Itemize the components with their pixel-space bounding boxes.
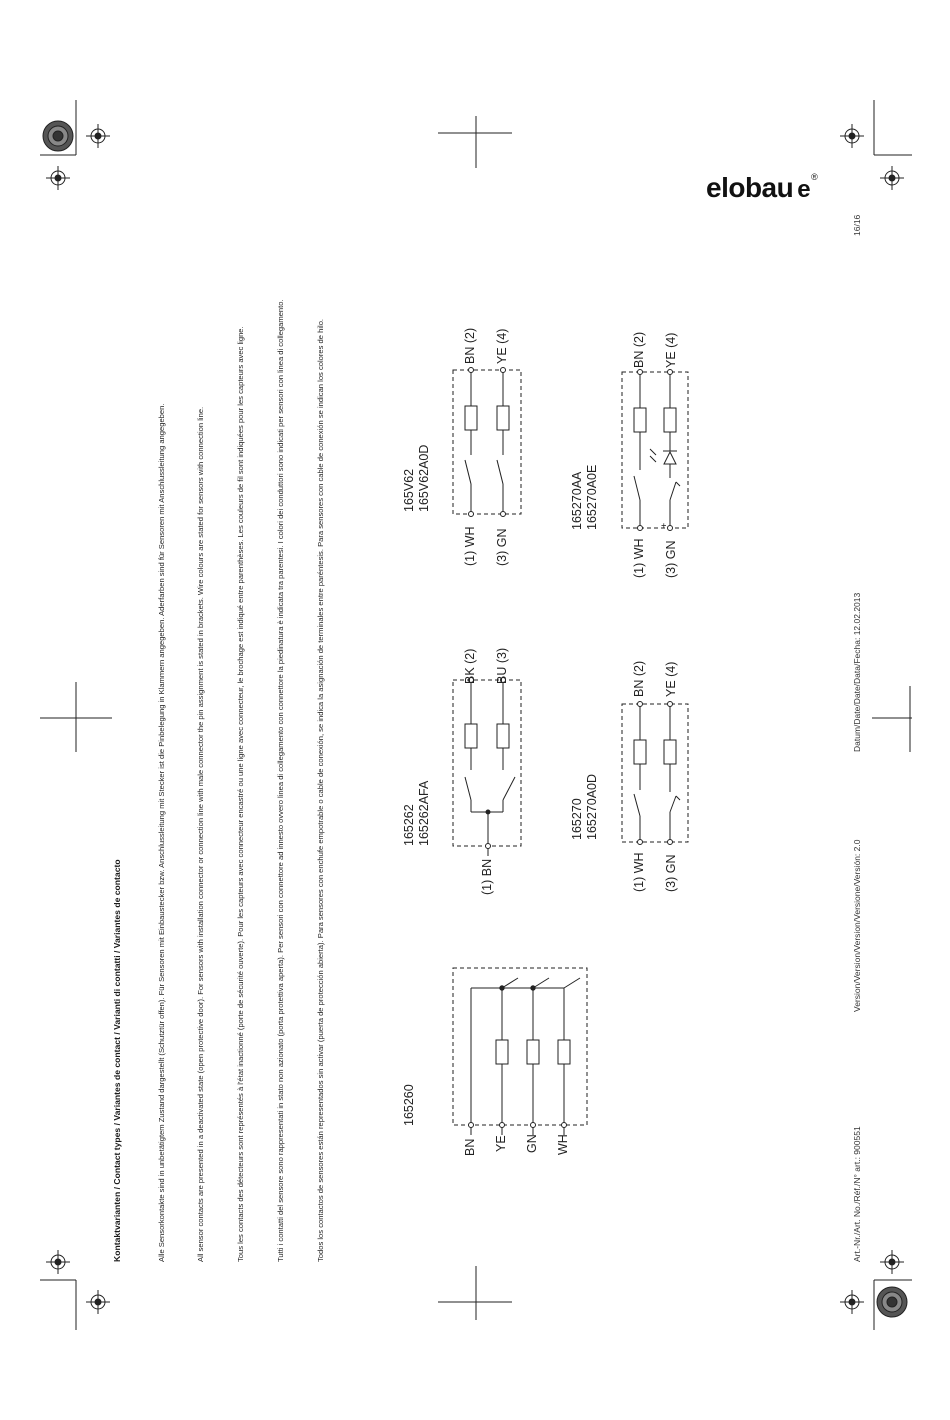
model-label-165262: 165262 — [402, 804, 416, 846]
model-label-165270A0D: 165270A0D — [585, 773, 599, 840]
wire-label-ye: YE — [494, 1135, 508, 1152]
registration-target-icon — [840, 124, 864, 148]
pin-label-wh-1: (1) WH — [632, 538, 646, 578]
paragraph-it: Tutti i contatti del sensore sono rappresentati in stato non azionato (porta protettiva aperta). Per sensori con connettore ad innesto ovvero linea di collegamento con connettore la piedinatura è indicata tra parentesi. I colori dei conduttori sono indicati per sensori con linea di collegamento. — [276, 299, 285, 1262]
registration-target-icon — [46, 166, 70, 190]
diagram-165270 — [622, 702, 688, 845]
model-label-165270: 165270 — [570, 798, 584, 840]
pin-label-bn-2: BN (2) — [632, 331, 646, 368]
model-label-165V62A0D: 165V62A0D — [417, 444, 431, 512]
footer-art-no: Art.-Nr./Art. No./Réf./N° art.: 900551 — [852, 1126, 862, 1262]
pin-label-bn-2: BN (2) — [632, 660, 646, 697]
pin-label-bk-2: BK (2) — [463, 648, 477, 684]
registration-target-icon — [840, 1290, 864, 1314]
registration-target-icon — [880, 1250, 904, 1274]
pin-label-gn-3: (3) GN — [495, 528, 509, 566]
pin-label-ye-4: YE (4) — [495, 328, 509, 364]
registration-target-icon — [46, 1250, 70, 1274]
pin-label-gn-3: (3) GN — [664, 854, 678, 892]
footer-version: Version/Version/Version/Versione/Versión: 2.0 — [852, 839, 862, 1012]
registration-target-icon — [86, 124, 110, 148]
page-heading: Kontaktvarianten / Contact types / Variantes de contact / Varianti di contatti / Variantes de contacto — [112, 859, 122, 1262]
brand-mark-icon: e — [797, 176, 811, 203]
density-star-icon — [877, 1287, 907, 1317]
paragraph-fr: Tous les contacts des détecteurs sont représentés à l'état inactionné (porte de sécurité ouverte). Pour les capteurs avec connecteur encastré ou une ligne avec connecteur, le brochage est indiqué entre parenthèses. Les couleurs de fil sont indiquées pour les capteurs avec ligne. — [236, 326, 245, 1262]
footer-page-number: 16/16 — [852, 214, 862, 236]
wire-label-wh: WH — [556, 1134, 570, 1155]
pin-label-bn-1: (1) BN — [480, 858, 494, 895]
model-label-165260: 165260 — [402, 1084, 416, 1126]
footer-date: Datum/Date/Date/Data/Fecha: 12.02.2013 — [852, 592, 862, 752]
pin-label-ye-4: YE (4) — [664, 332, 678, 368]
diagram-165262 — [453, 678, 521, 857]
pin-label-bn-2: BN (2) — [463, 327, 477, 364]
diagram-165V62 — [453, 368, 521, 517]
pin-label-wh-1: (1) WH — [463, 526, 477, 566]
paragraph-es: Todos los contactos de sensores están representados sin activar (puerta de protección abierta). Para sensores con enchufe empotrable o cable de conexión, se indica la asignación de terminales entre paréntesis. Para sensores con cable de conexión se indican los colores de hilo. — [316, 318, 325, 1262]
brand-name: elobau — [706, 172, 794, 203]
registered-mark: ® — [811, 172, 818, 182]
paragraph-en: All sensor contacts are presented in a deactivated state (open protective door). For sensors with installation connector or connection line with male connector the pin assignment is stated in brackets. Wire colours are stated for sensors with connection line. — [196, 406, 205, 1262]
model-label-165270A0E: 165270A0E — [585, 464, 599, 530]
registration-target-icon — [86, 1290, 110, 1314]
pin-label-wh-1: (1) WH — [632, 852, 646, 892]
wire-label-bn: BN — [463, 1138, 477, 1156]
registration-target-icon — [880, 166, 904, 190]
model-label-165262AFA: 165262AFA — [417, 780, 431, 846]
paragraph-de: Alle Sensorkontakte sind in unbetätigtem Zustand dargestellt (Schutztür offen). Für Sensoren mit Einbaustecker bzw. Anschlussleitung mit Stecker ist die Pinbelegung in Klammern angegeben. Aderfarben sind für Sensoren mit Anschlussleitung angegeben. — [157, 403, 166, 1262]
led-plus-sign: + — [659, 522, 669, 528]
pin-label-gn-3: (3) GN — [664, 540, 678, 578]
model-label-165270AA: 165270AA — [570, 471, 584, 530]
diagram-165270AA — [622, 370, 688, 531]
wire-label-gn: GN — [525, 1134, 539, 1153]
pin-label-ye-4: YE (4) — [664, 661, 678, 697]
elobau-logo — [706, 172, 817, 204]
density-star-icon — [43, 121, 73, 151]
diagram-165260 — [453, 968, 587, 1135]
pin-label-bu-3: BU (3) — [495, 647, 509, 684]
model-label-165V62: 165V62 — [402, 468, 416, 512]
